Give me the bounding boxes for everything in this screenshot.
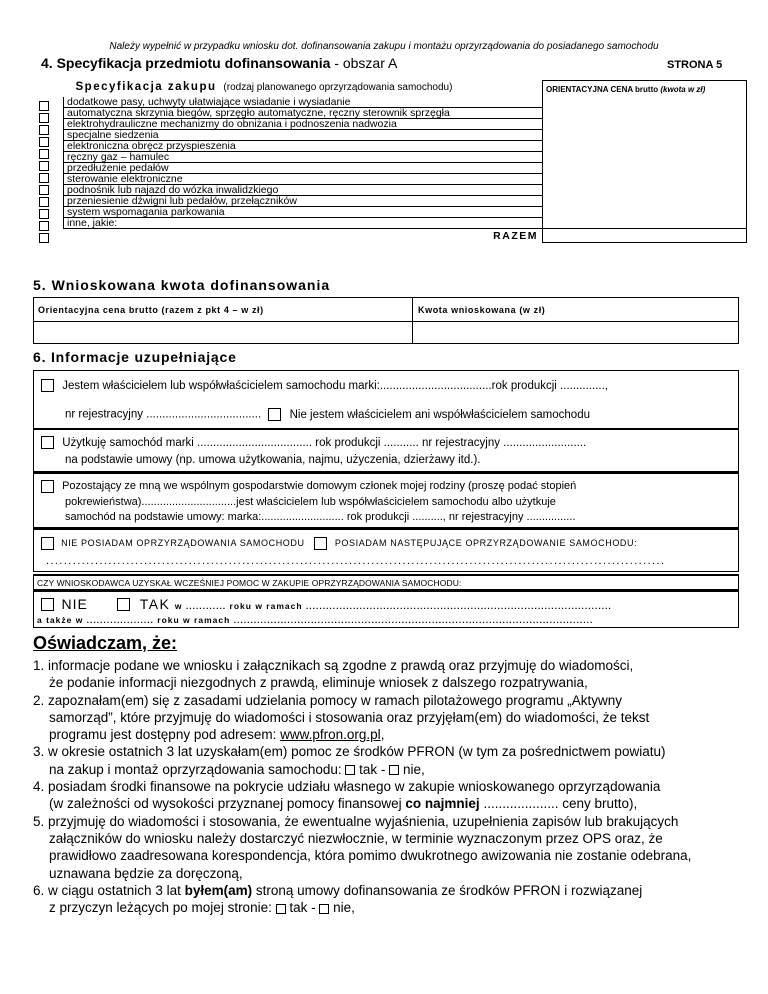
has-equipment-checkbox[interactable] bbox=[314, 537, 327, 550]
pfron-link[interactable]: www.pfron.org.pl bbox=[280, 727, 381, 743]
help-question-block bbox=[33, 574, 739, 590]
price-cell-3[interactable] bbox=[543, 119, 747, 130]
price-cell-6[interactable] bbox=[543, 152, 747, 163]
family-line1 bbox=[41, 480, 576, 493]
spec-item-3: elektrohydrauliczne mechanizmy do obniżania i podnoszenia nadwozia bbox=[64, 119, 543, 130]
family-line3: samochód na podstawie umowy: marka:........................... rok produkcji .........., nr rejestracyjny ................ bbox=[65, 511, 576, 523]
spec-subtitle: (rodzaj planowanego oprzyrządowania samochodu) bbox=[223, 81, 453, 93]
family-line2: pokrewieństwa)...............................jest właścicielem lub współwłaścicielem samochodu albo użytkuje bbox=[65, 496, 556, 508]
section5-title: 5. Wnioskowana kwota dofinansowania bbox=[33, 277, 331, 293]
help-also-line: a także w .................... roku w ramach ........................................................................................................... bbox=[37, 615, 594, 625]
spec-item-5: elektroniczna obręcz przyspieszenia bbox=[64, 141, 543, 152]
declaration-item-5: 5. przyjmuję do wiadomości i stosowania, że ewentualne wyjaśnienia, uzupełnienia zapisów lub brakujących bbox=[33, 813, 679, 829]
no-equipment-text: NIE POSIADAM OPRZYRZĄDOWANIA SAMOCHODU bbox=[61, 537, 305, 548]
owner-text: Jestem właścicielem lub współwłaścicielem samochodu marki:...................................rok produkcji .............., bbox=[62, 379, 608, 392]
spec-item-4: specjalne siedzenia bbox=[64, 130, 543, 141]
owner-line2 bbox=[65, 408, 590, 421]
declaration-item-1b: że podanie informacji niezgodnych z prawdą, eliminuje wniosek z dalszego rozpatrywania, bbox=[49, 675, 588, 691]
declaration-item-4: 4. posiadam środki finansowe na pokrycie udziału własnego w zakupie wnioskowanego oprzyrządowania bbox=[33, 779, 661, 795]
help-no-label: NIE bbox=[61, 596, 88, 612]
price-header bbox=[543, 81, 747, 97]
section5-col1-header: Orientacyjna cena brutto (razem z pkt 4 – w zł) bbox=[34, 298, 413, 322]
declaration-item-6-bold: byłem(am) bbox=[184, 882, 253, 898]
item3-yes-checkbox[interactable] bbox=[345, 765, 355, 775]
item3-yes-label: tak - bbox=[355, 761, 390, 777]
declaration-item-6-pre: 6. w ciągu ostatnich 3 lat bbox=[33, 882, 185, 898]
declaration-item-2b: samorząd”, które przyjmuję do wiadomości i stosowania oraz przyjęłam(em) do wiadomości, że tekst bbox=[49, 709, 650, 725]
price-cell-5[interactable] bbox=[543, 141, 747, 152]
owner-block bbox=[33, 370, 739, 428]
declaration-item-6b-pre: z przyczyn leżących po mojej stronie: bbox=[49, 900, 276, 916]
price-cell-4[interactable] bbox=[543, 130, 747, 141]
page-label: STRONA 5 bbox=[667, 59, 723, 71]
item3-no-label: nie, bbox=[399, 761, 425, 777]
family-text1: Pozostający ze mną we wspólnym gospodarstwie domowym członek mojej rodziny (proszę podać stopień bbox=[62, 480, 577, 493]
item3-no-checkbox[interactable] bbox=[389, 765, 399, 775]
header-note: Należy wypełnić w przypadku wniosku dot. dofinansowania zakupu i montażu oprzyrządowania do posiadanego samochodu bbox=[109, 41, 659, 52]
price-cell-2[interactable] bbox=[543, 108, 747, 119]
declaration-item-2c-pre: programu jest dostępny pod adresem: bbox=[49, 727, 281, 743]
help-yes-rest: w ............ roku w ramach ........................................................................................... bbox=[174, 601, 612, 611]
declaration-item-3: 3. w okresie ostatnich 3 lat uzyskałam(em) pomoc ze środków PFRON (w tym za pośrednictwem powiatu) bbox=[33, 744, 666, 760]
declaration-title: Oświadczam, że: bbox=[33, 633, 178, 653]
help-yes-label: TAK bbox=[139, 596, 171, 612]
price-title: ORIENTACYJNA CENA brutto bbox=[546, 85, 659, 94]
declaration-item-6-post: stroną umowy dofinansowania ze środków PFRON i rozwiązanej bbox=[252, 882, 643, 898]
help-no-checkbox[interactable] bbox=[41, 598, 54, 611]
spec-item-10: przeniesienie dźwigni lub pedałów, przełączników bbox=[64, 196, 543, 207]
price-cell-10[interactable] bbox=[543, 196, 747, 207]
section4-title bbox=[41, 55, 397, 71]
section4-checkboxes bbox=[39, 97, 53, 241]
family-block bbox=[33, 472, 739, 528]
spec-header bbox=[64, 81, 543, 97]
spec-item-8: sterowanie elektroniczne bbox=[64, 174, 543, 185]
user-line1 bbox=[41, 436, 586, 449]
not-owner-text: Nie jestem właścicielem ani współwłaścicielem samochodu bbox=[289, 408, 590, 421]
declaration-item-2c bbox=[33, 726, 747, 743]
price-cell-7[interactable] bbox=[543, 163, 747, 174]
spec-item-11: system wspomagania parkowania bbox=[64, 207, 543, 218]
section5-amount-cell[interactable] bbox=[413, 322, 739, 344]
declaration-list bbox=[33, 657, 747, 916]
owner-line1 bbox=[41, 379, 608, 392]
price-cell-11[interactable] bbox=[543, 207, 747, 218]
spec-item-2: automatyczna skrzynia biegów, sprzęgło automatyczne, ręczny sterownik sprzęgła bbox=[64, 108, 543, 119]
item6-no-label: nie, bbox=[329, 900, 355, 916]
price-cell-1[interactable] bbox=[543, 97, 747, 108]
declaration-item-6 bbox=[33, 882, 747, 899]
declaration-item-4b-bold: co najmniej bbox=[405, 796, 480, 812]
user-line2: na podstawie umowy (np. umowa użytkowania, najmu, użyczenia, dzierżawy itd.). bbox=[65, 454, 481, 466]
price-cell-12[interactable] bbox=[543, 218, 747, 229]
item6-yes-label: tak - bbox=[285, 900, 320, 916]
not-owner-checkbox[interactable] bbox=[268, 408, 281, 421]
spec-item-12: inne, jakie: bbox=[64, 218, 543, 229]
owner-reg-text: nr rejestracyjny .................................... bbox=[65, 408, 262, 421]
equipment-block bbox=[33, 528, 739, 572]
equipment-dots: ........................................................................................................................................... bbox=[46, 555, 666, 567]
section4-title-text: 4. Specyfikacja przedmiotu dofinansowania bbox=[41, 55, 331, 71]
price-cell-9[interactable] bbox=[543, 185, 747, 196]
owner-checkbox[interactable] bbox=[41, 379, 54, 392]
total-label: RAZEM bbox=[64, 229, 543, 243]
no-equipment-checkbox[interactable] bbox=[41, 537, 54, 550]
help-yes-checkbox[interactable] bbox=[117, 598, 130, 611]
spec-item-7: przedłużenie pedałów bbox=[64, 163, 543, 174]
spec-item-6: ręczny gaz – hamulec bbox=[64, 152, 543, 163]
declaration-item-5c: prawidłowo zaadresowana korespondencja, która pomimo dwukrotnego awizowania nie zostanie odebrana, bbox=[49, 848, 692, 864]
has-equipment-text: POSIADAM NASTĘPUJĄCE OPRZYRZĄDOWANIE SAMOCHODU: bbox=[334, 537, 638, 548]
section5-col2-header: Kwota wnioskowana (w zł) bbox=[413, 298, 739, 322]
total-value-cell[interactable] bbox=[543, 229, 747, 243]
declaration-item-4b-post: .................... ceny brutto), bbox=[479, 796, 638, 812]
declaration-item-1: 1. informacje podane we wniosku i załącznikach są zgodne z prawdą oraz przyjmuję do wiadomości, bbox=[33, 658, 634, 673]
declaration-item-5d: uznawana będzie za doręczoną, bbox=[49, 865, 243, 881]
user-block bbox=[33, 428, 739, 472]
checkbox-item-12[interactable] bbox=[39, 233, 49, 243]
declaration-item-2c-post: , bbox=[380, 727, 385, 743]
section6-title: 6. Informacje uzupełniające bbox=[33, 349, 237, 365]
equipment-line1 bbox=[41, 537, 637, 550]
declaration-item-5b: załączników do wniosku należy dostarczyć niezwłocznie, w terminie wyznaczonym przez OPS oraz, że bbox=[49, 830, 663, 846]
help-answer-line1 bbox=[41, 596, 612, 614]
spec-item-1: dodatkowe pasy, uchwyty ułatwiające wsiadanie i wysiadanie bbox=[64, 97, 543, 108]
user-checkbox[interactable] bbox=[41, 436, 54, 449]
item6-no-checkbox[interactable] bbox=[319, 904, 329, 914]
section5-table bbox=[33, 297, 739, 344]
section5-price-cell[interactable] bbox=[34, 322, 413, 344]
spec-title: Specyfikacja zakupu bbox=[75, 80, 217, 93]
declaration-item-6b bbox=[33, 899, 747, 916]
declaration-item-3b bbox=[33, 761, 747, 778]
family-checkbox[interactable] bbox=[41, 480, 54, 493]
section4-table bbox=[63, 80, 747, 243]
declaration-item-3b-pre: na zakup i montaż oprzyrządowania samochodu: bbox=[49, 761, 346, 777]
declaration-item-2: 2. zapoznałam(em) się z zasadami udzielania pomocy w ramach pilotażowego programu „Aktywny bbox=[33, 692, 623, 708]
price-subtitle: (kwota w zł) bbox=[660, 85, 706, 94]
help-question: CZY WNIOSKODAWCA UZYSKAŁ WCZEŚNIEJ POMOC W ZAKUPIE OPRZYRZĄDOWANIA SAMOCHODU: bbox=[37, 578, 462, 588]
price-cell-8[interactable] bbox=[543, 174, 747, 185]
declaration-item-4b bbox=[33, 795, 747, 812]
declaration-item-4b-pre: (w zależności od wysokości przyznanej pomocy finansowej bbox=[49, 796, 406, 812]
user-text: Użytkuję samochód marki .................................... rok produkcji ........... nr rejestracyjny .......................... bbox=[62, 436, 587, 449]
spec-item-9: podnośnik lub najazd do wózka inwalidzkiego bbox=[64, 185, 543, 196]
help-answer-block bbox=[33, 590, 739, 628]
item6-yes-checkbox[interactable] bbox=[276, 904, 286, 914]
section4-area: - obszar A bbox=[334, 55, 398, 71]
